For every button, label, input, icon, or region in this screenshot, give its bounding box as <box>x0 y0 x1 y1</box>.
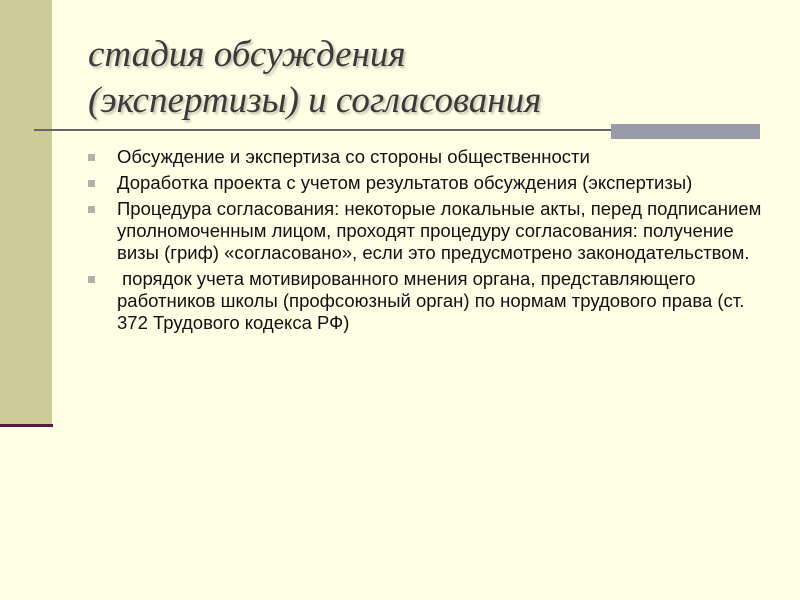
bullet-item <box>86 146 766 168</box>
bullet-item <box>86 172 766 194</box>
square-bullet-icon <box>88 154 95 161</box>
bullet-item <box>86 198 766 264</box>
square-bullet-icon <box>88 276 95 283</box>
square-bullet-icon <box>88 180 95 187</box>
bullet-text: Обсуждение и экспертиза со стороны общественности <box>117 146 590 167</box>
side-accent-underline <box>0 424 53 427</box>
bullet-list <box>86 146 766 338</box>
bullet-text: Доработка проекта с учетом результатов обсуждения (экспертизы) <box>117 172 693 193</box>
slide-title <box>88 32 541 124</box>
side-accent-bar <box>0 0 52 424</box>
title-line-2: (экспертизы) и согласования <box>88 80 542 121</box>
bullet-text: порядок учета мотивированного мнения органа, представляющего работников школы (профсоюзный орган) по нормам трудового права (ст. 372 Трудового кодекса РФ) <box>117 268 750 333</box>
bullet-item <box>86 268 766 334</box>
title-divider-block <box>611 124 760 139</box>
bullet-text: Процедура согласования: некоторые локальные акты, перед подписанием уполномоченным лицом, проходят процедуру согласования: получение визы (гриф) «согласовано», если это предусмотрено законодательством. <box>117 198 762 263</box>
square-bullet-icon <box>88 206 95 213</box>
title-line-1: стадия обсуждения <box>88 34 406 75</box>
